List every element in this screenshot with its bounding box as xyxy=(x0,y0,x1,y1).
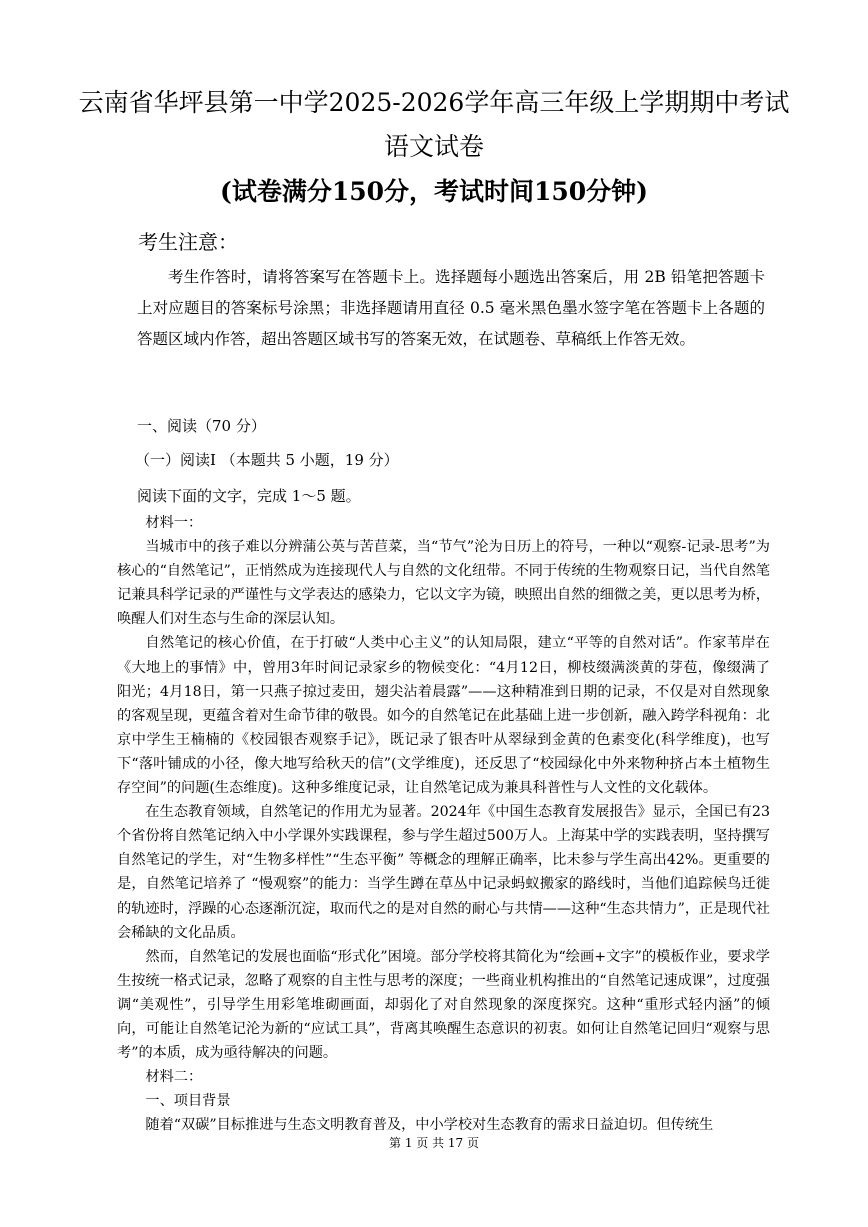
exam-title: 云南省华坪县第一中学2025-2026学年高三年级上学期期中考试 xyxy=(78,88,790,117)
paragraph: 在生态教育领域，自然笔记的作用尤为显著。2024年《中国生态教育发展报告》显示，全国已有23个省份将自然笔记纳入中小学课外实践课程，参与学生超过500万人。上海某中学的实践表明，坚持撰写自然笔记的学生，对“生物多样性”“生态平衡” 等概念的理解正确率，比未参与学生高出42%。更重要的是，自然笔记培养了 “慢观察”的能力：当学生蹲在草丛中记录蚂蚁搬家的路线时，当他们追踪候鸟迁徙的轨迹时，浮躁的心态逐渐沉淀，取而代之的是对自然的耐心与共情——这种“生态共情力”，正是现代社会稀缺的文化品质。 xyxy=(117,804,770,941)
page-footer: 第 1 页 共 17 页 xyxy=(389,1136,479,1150)
exam-meta: (试卷满分150分，考试时间150分钟) xyxy=(219,177,649,206)
notice-heading: 考生注意： xyxy=(138,230,238,254)
material-label: 材料一： xyxy=(145,515,203,531)
reading-passage xyxy=(117,511,770,1137)
sub-heading: 一、项目背景 xyxy=(145,1093,231,1110)
material-label: 材料二： xyxy=(145,1069,203,1086)
reading-instruction: 阅读下面的文字，完成 1～5 题。 xyxy=(137,487,361,505)
subject-title: 语文试卷 xyxy=(383,132,484,161)
paragraph: 随着“双碳”目标推进与生态文明教育普及，中小学校对生态教育的需求日益迫切。但传统生 xyxy=(145,1117,714,1134)
paragraph: 然而，自然笔记的发展也面临“形式化”困境。部分学校将其简化为“绘画+文字”的模板作业，要求学生按统一格式记录，忽略了观察的自主性与思考的深度；一些商业机构推出的“自然笔记速成课”，过度强调“美观性”，引导学生用彩笔堆砌画面，却弱化了对自然现象的深度探究。这种“重形式轻内涵”的倾向，可能让自然笔记沦为新的“应试工具”，背离其唤醒生态意识的初衷。如何让自然笔记回归“观察与思考”的本质，成为亟待解决的问题。 xyxy=(117,948,770,1062)
section-heading: 一、阅读（70 分） xyxy=(137,417,266,435)
paragraph: 当城市中的孩子难以分辨蒲公英与苦苣菜，当“节气”沦为日历上的符号，一种以“观察-记录-思考”为核心的“自然笔记”，正悄然成为连接现代人与自然的文化纽带。不同于传统的生物观察日记，当代自然笔记兼具科学记录的严谨性与文学表达的感染力，它以文字为镜，映照出自然的细微之美，更以思考为桥，唤醒人们对生态与生命的深层认知。 xyxy=(117,539,770,628)
subsection-heading: （一）阅读Ⅰ （本题共 5 小题，19 分） xyxy=(135,451,399,469)
notice-text: 考生作答时，请将答案写在答题卡上。选择题每小题选出答案后，用 2B 铅笔把答题卡上对应题目的答案标号涂黑；非选择题请用直径 0.5 毫米黑色墨水签字笔在答题卡上各题的答题区域内作答，超出答题区域书写的答案无效，在试题卷、草稿纸上作答无效。 xyxy=(137,268,765,348)
paragraph: 自然笔记的核心价值，在于打破“人类中心主义”的认知局限，建立“平等的自然对话”。作家苇岸在《大地上的事情》中，曾用3年时间记录家乡的物候变化：“4月12日，柳枝缀满淡黄的芽苞，像缀满了阳光；4月18日，第一只燕子掠过麦田，翅尖沾着晨露”——这种精准到日期的记录，不仅是对自然现象的客观呈现，更蕴含着对生命节律的敬畏。如今的自然笔记在此基础上进一步创新，融入跨学科视角：北京中学生王楠楠的《校园银杏观察手记》，既记录了银杏叶从翠绿到金黄的色素变化(科学维度)，也写下“落叶铺成的小径，像大地写给秋天的信”(文学维度)，还反思了“校园绿化中外来物种挤占本土植物生存空间”的问题(生态维度)。这种多维度记录，让自然笔记成为兼具科普性与人文性的文化载体。 xyxy=(117,635,770,797)
